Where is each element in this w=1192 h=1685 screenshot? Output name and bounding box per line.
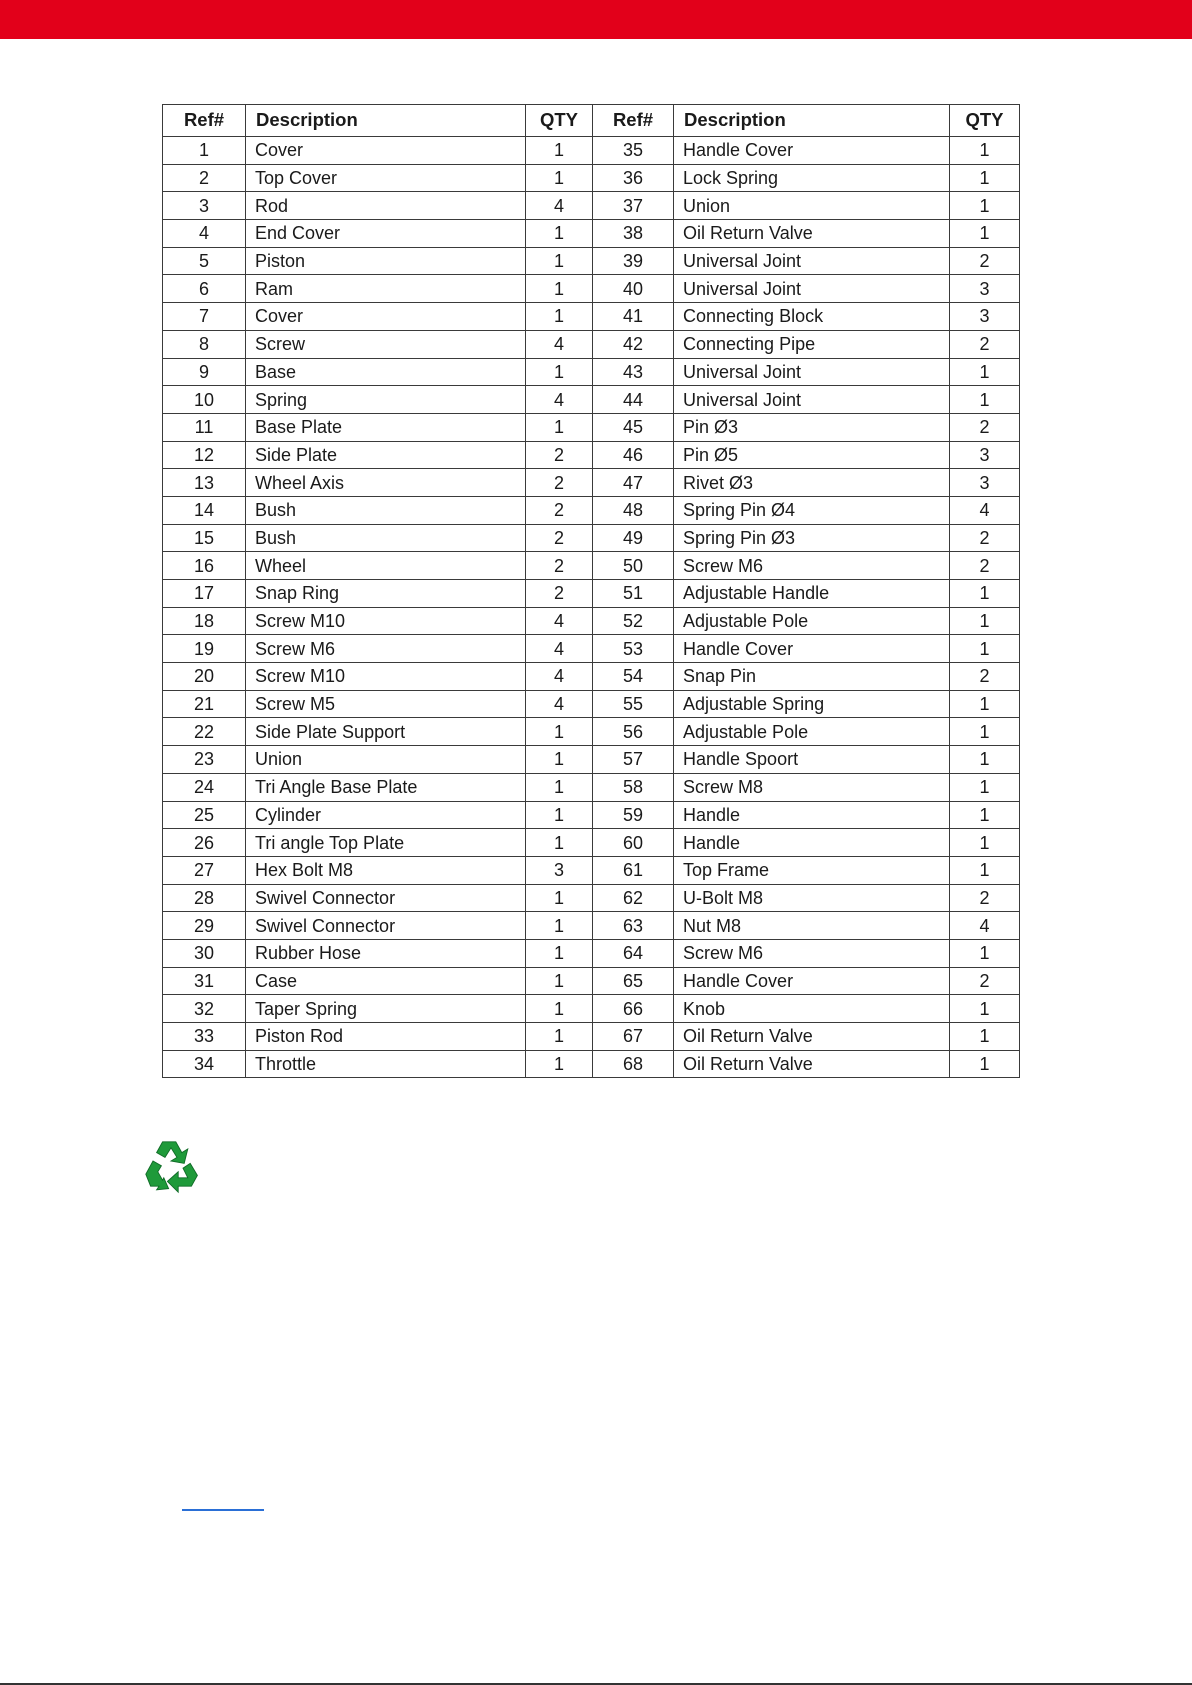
- description-cell: Wheel: [246, 552, 526, 580]
- qty-cell: 2: [950, 663, 1020, 691]
- description-cell: Swivel Connector: [246, 912, 526, 940]
- ref-cell: 8: [163, 330, 246, 358]
- description-cell: U-Bolt M8: [674, 884, 950, 912]
- ref-cell: 18: [163, 607, 246, 635]
- qty-cell: 4: [526, 386, 593, 414]
- ref-cell: 40: [593, 275, 674, 303]
- description-cell: Screw M6: [674, 939, 950, 967]
- description-cell: Union: [246, 746, 526, 774]
- table-row: [163, 939, 1020, 967]
- qty-cell: 1: [526, 358, 593, 386]
- description-cell: Handle Cover: [674, 967, 950, 995]
- qty-cell: 3: [950, 441, 1020, 469]
- table-row: [163, 330, 1020, 358]
- description-cell: Ram: [246, 275, 526, 303]
- qty-cell: 1: [950, 856, 1020, 884]
- qty-cell: 1: [526, 884, 593, 912]
- qty-cell: 1: [950, 580, 1020, 608]
- description-cell: Case: [246, 967, 526, 995]
- description-cell: Union: [674, 192, 950, 220]
- ref-cell: 58: [593, 773, 674, 801]
- description-cell: Universal Joint: [674, 275, 950, 303]
- description-cell: Pin Ø5: [674, 441, 950, 469]
- description-cell: Side Plate Support: [246, 718, 526, 746]
- description-cell: Wheel Axis: [246, 469, 526, 497]
- description-cell: Screw M6: [246, 635, 526, 663]
- description-cell: Adjustable Pole: [674, 718, 950, 746]
- recycle-icon: [141, 1137, 201, 1194]
- qty-cell: 2: [526, 580, 593, 608]
- table-row: [163, 912, 1020, 940]
- description-cell: Cylinder: [246, 801, 526, 829]
- qty-cell: 1: [526, 1050, 593, 1078]
- qty-cell: 3: [950, 469, 1020, 497]
- qty-cell: 4: [526, 690, 593, 718]
- qty-cell: 1: [950, 607, 1020, 635]
- table-row: [163, 829, 1020, 857]
- qty-cell: 1: [526, 746, 593, 774]
- header-description: Description: [674, 105, 950, 137]
- description-cell: Connecting Block: [674, 303, 950, 331]
- ref-cell: 50: [593, 552, 674, 580]
- ref-cell: 11: [163, 413, 246, 441]
- ref-cell: 48: [593, 496, 674, 524]
- description-cell: Handle Cover: [674, 137, 950, 165]
- link-underline[interactable]: [182, 1509, 264, 1511]
- qty-cell: 4: [526, 192, 593, 220]
- description-cell: Lock Spring: [674, 164, 950, 192]
- header-ref: Ref#: [163, 105, 246, 137]
- description-cell: Side Plate: [246, 441, 526, 469]
- description-cell: Connecting Pipe: [674, 330, 950, 358]
- table-header-row: [163, 105, 1020, 137]
- description-cell: Adjustable Spring: [674, 690, 950, 718]
- ref-cell: 56: [593, 718, 674, 746]
- description-cell: Oil Return Valve: [674, 1023, 950, 1051]
- table-row: [163, 413, 1020, 441]
- qty-cell: 1: [950, 137, 1020, 165]
- parts-list-table: [162, 104, 1020, 1078]
- description-cell: Spring Pin Ø4: [674, 496, 950, 524]
- qty-cell: 1: [526, 303, 593, 331]
- qty-cell: 1: [950, 386, 1020, 414]
- description-cell: Handle: [674, 829, 950, 857]
- ref-cell: 41: [593, 303, 674, 331]
- description-cell: Oil Return Valve: [674, 220, 950, 248]
- qty-cell: 3: [950, 275, 1020, 303]
- table-row: [163, 1023, 1020, 1051]
- description-cell: Nut M8: [674, 912, 950, 940]
- ref-cell: 22: [163, 718, 246, 746]
- qty-cell: 1: [950, 164, 1020, 192]
- qty-cell: 1: [526, 801, 593, 829]
- qty-cell: 4: [950, 496, 1020, 524]
- description-cell: Handle Cover: [674, 635, 950, 663]
- qty-cell: 1: [526, 912, 593, 940]
- qty-cell: 1: [950, 1050, 1020, 1078]
- description-cell: Base Plate: [246, 413, 526, 441]
- ref-cell: 37: [593, 192, 674, 220]
- description-cell: Bush: [246, 496, 526, 524]
- description-cell: Tri angle Top Plate: [246, 829, 526, 857]
- table-row: [163, 303, 1020, 331]
- ref-cell: 39: [593, 247, 674, 275]
- ref-cell: 35: [593, 137, 674, 165]
- ref-cell: 54: [593, 663, 674, 691]
- ref-cell: 24: [163, 773, 246, 801]
- qty-cell: 1: [950, 690, 1020, 718]
- ref-cell: 12: [163, 441, 246, 469]
- qty-cell: 2: [950, 884, 1020, 912]
- header-description: Description: [246, 105, 526, 137]
- table-row: [163, 580, 1020, 608]
- description-cell: Knob: [674, 995, 950, 1023]
- header-qty: QTY: [526, 105, 593, 137]
- ref-cell: 19: [163, 635, 246, 663]
- table-row: [163, 746, 1020, 774]
- qty-cell: 1: [526, 995, 593, 1023]
- qty-cell: 1: [950, 192, 1020, 220]
- table-row: [163, 884, 1020, 912]
- ref-cell: 43: [593, 358, 674, 386]
- description-cell: Spring: [246, 386, 526, 414]
- ref-cell: 21: [163, 690, 246, 718]
- table-row: [163, 192, 1020, 220]
- description-cell: Pin Ø3: [674, 413, 950, 441]
- qty-cell: 1: [526, 220, 593, 248]
- description-cell: Rod: [246, 192, 526, 220]
- description-cell: Spring Pin Ø3: [674, 524, 950, 552]
- ref-cell: 28: [163, 884, 246, 912]
- description-cell: Top Frame: [674, 856, 950, 884]
- qty-cell: 1: [526, 137, 593, 165]
- qty-cell: 4: [526, 607, 593, 635]
- table-row: [163, 995, 1020, 1023]
- ref-cell: 38: [593, 220, 674, 248]
- qty-cell: 1: [950, 358, 1020, 386]
- qty-cell: 1: [950, 718, 1020, 746]
- description-cell: Hex Bolt M8: [246, 856, 526, 884]
- description-cell: Adjustable Handle: [674, 580, 950, 608]
- qty-cell: 1: [526, 413, 593, 441]
- description-cell: Universal Joint: [674, 358, 950, 386]
- table-row: [163, 275, 1020, 303]
- ref-cell: 31: [163, 967, 246, 995]
- ref-cell: 33: [163, 1023, 246, 1051]
- ref-cell: 34: [163, 1050, 246, 1078]
- description-cell: Screw M6: [674, 552, 950, 580]
- ref-cell: 53: [593, 635, 674, 663]
- description-cell: Snap Ring: [246, 580, 526, 608]
- description-cell: Oil Return Valve: [674, 1050, 950, 1078]
- qty-cell: 1: [526, 275, 593, 303]
- table-row: [163, 469, 1020, 497]
- description-cell: Handle: [674, 801, 950, 829]
- ref-cell: 29: [163, 912, 246, 940]
- ref-cell: 27: [163, 856, 246, 884]
- ref-cell: 42: [593, 330, 674, 358]
- ref-cell: 61: [593, 856, 674, 884]
- header-ref: Ref#: [593, 105, 674, 137]
- ref-cell: 46: [593, 441, 674, 469]
- qty-cell: 1: [950, 1023, 1020, 1051]
- ref-cell: 63: [593, 912, 674, 940]
- table-row: [163, 496, 1020, 524]
- header-qty: QTY: [950, 105, 1020, 137]
- description-cell: Universal Joint: [674, 247, 950, 275]
- table-row: [163, 801, 1020, 829]
- ref-cell: 14: [163, 496, 246, 524]
- ref-cell: 4: [163, 220, 246, 248]
- qty-cell: 2: [950, 413, 1020, 441]
- description-cell: Snap Pin: [674, 663, 950, 691]
- table-row: [163, 635, 1020, 663]
- description-cell: Rivet Ø3: [674, 469, 950, 497]
- ref-cell: 60: [593, 829, 674, 857]
- description-cell: Screw M10: [246, 607, 526, 635]
- ref-cell: 57: [593, 746, 674, 774]
- table-row: [163, 441, 1020, 469]
- ref-cell: 66: [593, 995, 674, 1023]
- qty-cell: 2: [950, 247, 1020, 275]
- description-cell: End Cover: [246, 220, 526, 248]
- ref-cell: 2: [163, 164, 246, 192]
- qty-cell: 2: [950, 552, 1020, 580]
- description-cell: Screw: [246, 330, 526, 358]
- description-cell: Swivel Connector: [246, 884, 526, 912]
- qty-cell: 1: [526, 967, 593, 995]
- qty-cell: 1: [950, 829, 1020, 857]
- table-row: [163, 524, 1020, 552]
- ref-cell: 32: [163, 995, 246, 1023]
- ref-cell: 6: [163, 275, 246, 303]
- qty-cell: 2: [950, 524, 1020, 552]
- ref-cell: 30: [163, 939, 246, 967]
- description-cell: Bush: [246, 524, 526, 552]
- table-row: [163, 690, 1020, 718]
- description-cell: Base: [246, 358, 526, 386]
- ref-cell: 5: [163, 247, 246, 275]
- ref-cell: 15: [163, 524, 246, 552]
- ref-cell: 7: [163, 303, 246, 331]
- table-row: [163, 386, 1020, 414]
- ref-cell: 68: [593, 1050, 674, 1078]
- ref-cell: 23: [163, 746, 246, 774]
- ref-cell: 9: [163, 358, 246, 386]
- ref-cell: 65: [593, 967, 674, 995]
- ref-cell: 51: [593, 580, 674, 608]
- qty-cell: 2: [526, 524, 593, 552]
- description-cell: Top Cover: [246, 164, 526, 192]
- ref-cell: 10: [163, 386, 246, 414]
- description-cell: Adjustable Pole: [674, 607, 950, 635]
- table-row: [163, 1050, 1020, 1078]
- description-cell: Throttle: [246, 1050, 526, 1078]
- ref-cell: 25: [163, 801, 246, 829]
- qty-cell: 2: [526, 441, 593, 469]
- qty-cell: 2: [526, 469, 593, 497]
- table-row: [163, 607, 1020, 635]
- qty-cell: 1: [526, 247, 593, 275]
- ref-cell: 3: [163, 192, 246, 220]
- qty-cell: 1: [526, 773, 593, 801]
- qty-cell: 1: [950, 801, 1020, 829]
- qty-cell: 3: [526, 856, 593, 884]
- ref-cell: 62: [593, 884, 674, 912]
- description-cell: Cover: [246, 137, 526, 165]
- table-row: [163, 967, 1020, 995]
- ref-cell: 20: [163, 663, 246, 691]
- ref-cell: 45: [593, 413, 674, 441]
- qty-cell: 4: [526, 330, 593, 358]
- ref-cell: 49: [593, 524, 674, 552]
- qty-cell: 2: [526, 552, 593, 580]
- qty-cell: 1: [950, 995, 1020, 1023]
- table-row: [163, 773, 1020, 801]
- top-banner: [0, 0, 1192, 39]
- description-cell: Rubber Hose: [246, 939, 526, 967]
- description-cell: Cover: [246, 303, 526, 331]
- qty-cell: 1: [526, 939, 593, 967]
- qty-cell: 1: [950, 746, 1020, 774]
- description-cell: Piston: [246, 247, 526, 275]
- ref-cell: 44: [593, 386, 674, 414]
- ref-cell: 16: [163, 552, 246, 580]
- table-row: [163, 552, 1020, 580]
- ref-cell: 36: [593, 164, 674, 192]
- ref-cell: 47: [593, 469, 674, 497]
- ref-cell: 1: [163, 137, 246, 165]
- table-row: [163, 856, 1020, 884]
- description-cell: Universal Joint: [674, 386, 950, 414]
- description-cell: Screw M8: [674, 773, 950, 801]
- qty-cell: 1: [950, 939, 1020, 967]
- qty-cell: 1: [526, 164, 593, 192]
- qty-cell: 2: [950, 967, 1020, 995]
- description-cell: Screw M5: [246, 690, 526, 718]
- ref-cell: 55: [593, 690, 674, 718]
- table-row: [163, 220, 1020, 248]
- qty-cell: 1: [950, 773, 1020, 801]
- table-row: [163, 137, 1020, 165]
- table-row: [163, 663, 1020, 691]
- qty-cell: 1: [526, 1023, 593, 1051]
- description-cell: Handle Spoort: [674, 746, 950, 774]
- ref-cell: 13: [163, 469, 246, 497]
- qty-cell: 4: [950, 912, 1020, 940]
- qty-cell: 1: [950, 635, 1020, 663]
- ref-cell: 67: [593, 1023, 674, 1051]
- description-cell: Taper Spring: [246, 995, 526, 1023]
- table-row: [163, 358, 1020, 386]
- table-row: [163, 164, 1020, 192]
- description-cell: Tri Angle Base Plate: [246, 773, 526, 801]
- table-row: [163, 718, 1020, 746]
- qty-cell: 2: [950, 330, 1020, 358]
- qty-cell: 1: [950, 220, 1020, 248]
- ref-cell: 17: [163, 580, 246, 608]
- table-row: [163, 247, 1020, 275]
- qty-cell: 4: [526, 635, 593, 663]
- ref-cell: 59: [593, 801, 674, 829]
- description-cell: Screw M10: [246, 663, 526, 691]
- ref-cell: 64: [593, 939, 674, 967]
- qty-cell: 4: [526, 663, 593, 691]
- ref-cell: 26: [163, 829, 246, 857]
- qty-cell: 1: [526, 718, 593, 746]
- qty-cell: 3: [950, 303, 1020, 331]
- qty-cell: 1: [526, 829, 593, 857]
- description-cell: Piston Rod: [246, 1023, 526, 1051]
- qty-cell: 2: [526, 496, 593, 524]
- ref-cell: 52: [593, 607, 674, 635]
